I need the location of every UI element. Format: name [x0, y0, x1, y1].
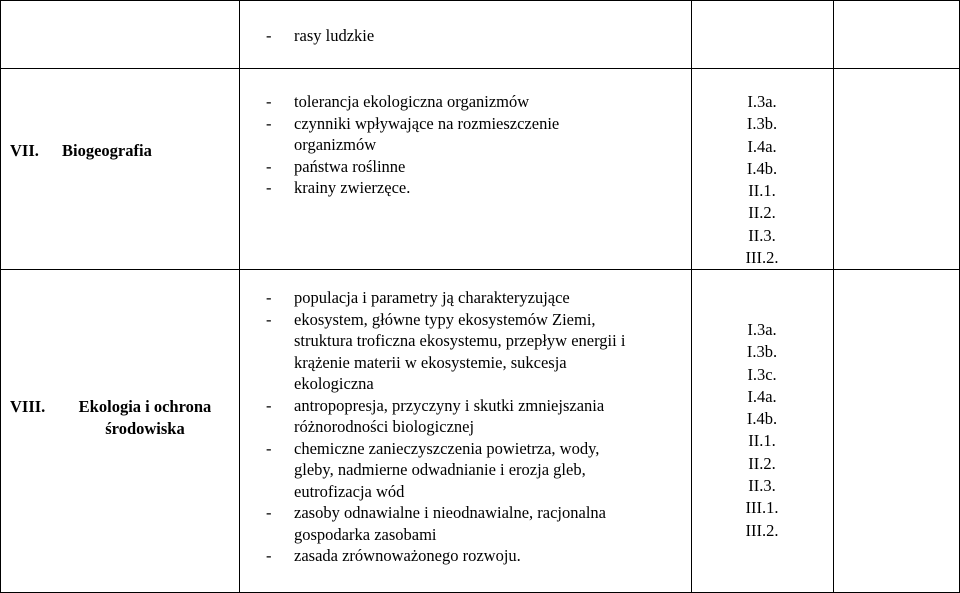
requirement-code: III.2.	[745, 248, 779, 268]
requirement-code: II.3.	[748, 225, 776, 245]
topic-item: - antropopresja, przyczyny i skutki zmniejszania różnorodności biologicznej	[266, 395, 605, 436]
requirement-code: I.3b.	[746, 342, 778, 362]
section-number: VII.	[10, 141, 39, 160]
section-title	[60, 396, 230, 440]
topic-item: - zasoby odnawialne i nieodnawialne, racjonalna gospodarka zasobami	[266, 503, 607, 544]
column-divider-2	[691, 0, 692, 593]
topic-item: - ekosystem, główne typy ekosystemów Ziemi, struktura troficzna ekosystemu, przepływ energii i krążenie materii w ekosystemie, sukcesja ekologiczna	[266, 309, 626, 393]
row-divider-2	[0, 269, 960, 270]
requirement-code: I.4b.	[746, 409, 778, 429]
topic-item: - populacja i parametry ją charakteryzujące	[266, 288, 570, 307]
requirement-code: I.3a.	[747, 320, 777, 339]
requirement-code: I.4a.	[747, 386, 777, 406]
row2-content	[266, 91, 559, 199]
column-divider-1	[239, 0, 240, 593]
requirement-code: II.2.	[748, 453, 776, 473]
topic-item: - tolerancja ekologiczna organizmów	[266, 92, 530, 111]
requirement-code: II.1.	[748, 181, 776, 201]
topic-item: - zasada zrównoważonego rozwoju.	[266, 546, 521, 565]
requirement-code: I.3a.	[747, 92, 777, 111]
requirement-code: I.3b.	[746, 114, 778, 134]
requirement-code: II.2.	[748, 203, 776, 223]
column-divider-3	[833, 0, 834, 593]
requirement-code: III.1.	[745, 498, 779, 518]
section-title: Biogeografia	[62, 141, 152, 160]
requirement-code: III.2.	[745, 520, 779, 540]
row-divider-1	[0, 68, 960, 69]
requirement-code: I.4b.	[746, 158, 778, 178]
section-title-line: środowiska	[105, 419, 185, 438]
section-title-line: Ekologia i ochrona	[78, 397, 212, 416]
requirement-code: I.3c.	[747, 364, 777, 384]
requirement-code: I.4a.	[747, 136, 777, 156]
topic-item: - krainy zwierzęce.	[266, 178, 411, 197]
requirement-codes	[710, 91, 814, 269]
table-border-left	[0, 0, 1, 593]
row3-content	[266, 287, 625, 567]
topic-item: - państwa roślinne	[266, 156, 406, 176]
row1-content	[266, 25, 374, 47]
requirement-code: II.3.	[748, 476, 776, 496]
table-border-top	[0, 0, 960, 1]
section-number: VIII.	[10, 397, 46, 416]
requirement-codes	[710, 319, 814, 542]
topic-item: - czynniki wpływające na rozmieszczenie organizmów	[266, 113, 560, 154]
topic-item: - rasy ludzkie	[266, 26, 375, 45]
topic-item: - chemiczne zanieczyszczenia powietrza, wody, gleby, nadmierne odwadnianie i erozja gleb, eutrofizacja wód	[266, 438, 600, 501]
requirement-code: II.1.	[748, 431, 776, 451]
